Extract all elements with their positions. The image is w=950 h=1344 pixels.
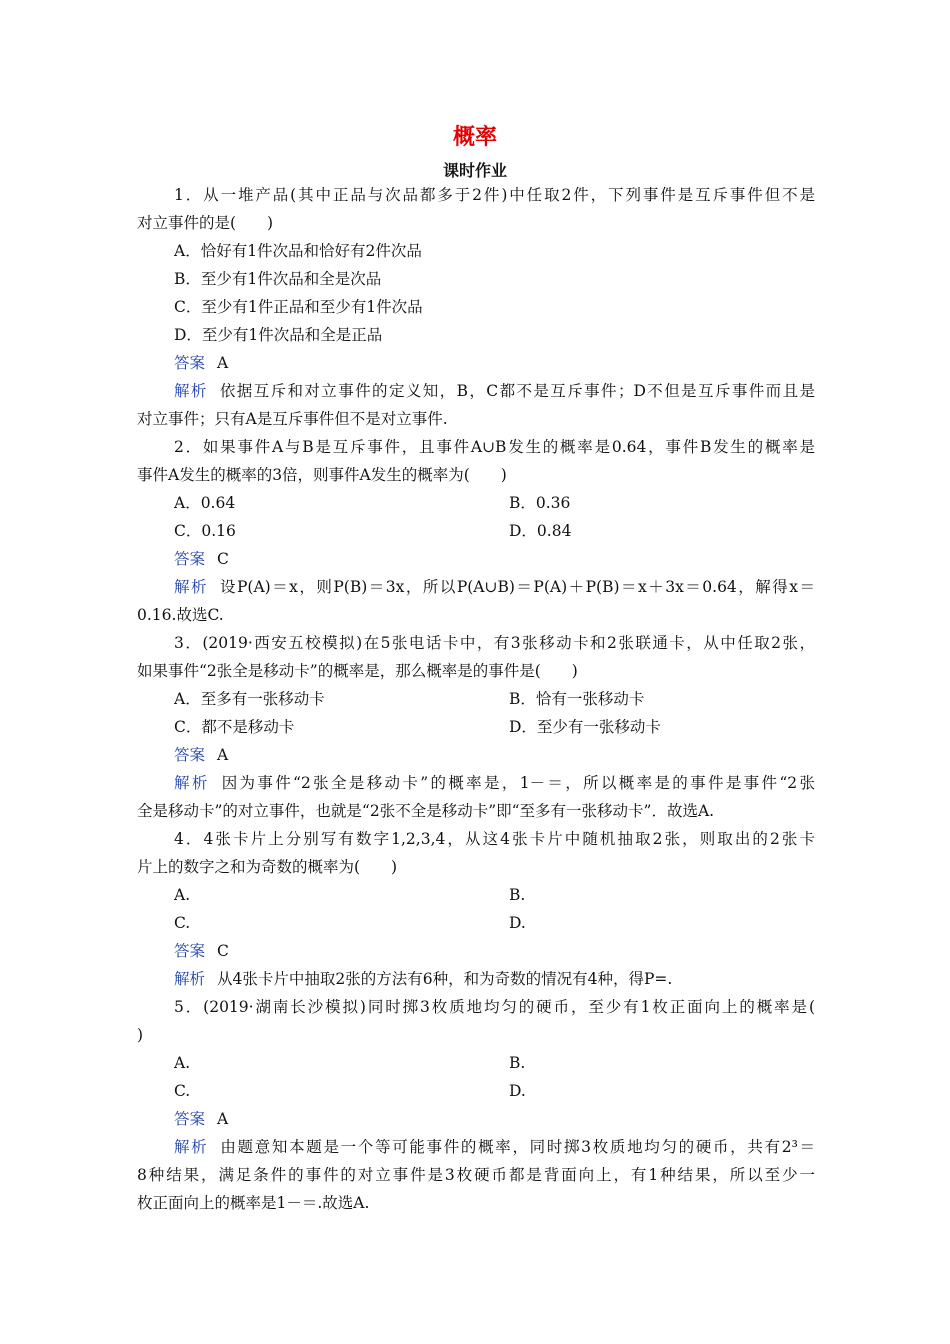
q1-analysis-line2: 对立事件；只有A是互斥事件但不是对立事件. xyxy=(137,410,448,428)
q3-option-b: B．恰有一张移动卡 xyxy=(509,690,645,708)
q2-stem-line1: 2．如果事件A与B是互斥事件，且事件A∪B发生的概率是0.64，事件B发生的概率是 xyxy=(174,438,815,456)
q1-answer xyxy=(137,349,815,377)
q5-stem-line1: 5．(2019·湖南长沙模拟)同时掷3枚质地均匀的硬币，至少有1枚正面向上的概率是( xyxy=(174,998,815,1016)
q2-stem-line2: 事件A发生的概率的3倍，则事件A发生的概率为( ) xyxy=(137,466,507,484)
q3-stem-line2: 如果事件“2张全是移动卡”的概率是，那么概率是的事件是( ) xyxy=(137,662,578,680)
q3-stem-line1: 3．(2019·西安五校模拟)在5张电话卡中，有3张移动卡和2张联通卡，从中任取2张， xyxy=(174,634,815,652)
q4-stem-line2: 片上的数字之和为奇数的概率为( ) xyxy=(137,858,398,876)
analysis-label: 解析 xyxy=(174,970,206,988)
q5-option-b: B. xyxy=(509,1054,526,1072)
q5-analysis-line3: 枚正面向上的概率是1－＝.故选A. xyxy=(137,1194,370,1212)
q3-option-a: A．至多有一张移动卡 xyxy=(174,690,325,708)
q4-options-row2 xyxy=(137,909,815,937)
q2-option-d: D．0.84 xyxy=(509,522,572,540)
q3-answer xyxy=(137,741,815,769)
q5-stem-line2: ) xyxy=(137,1026,144,1044)
q3-option-d: D．至少有一张移动卡 xyxy=(509,718,661,736)
page-subtitle: 课时作业 xyxy=(442,161,507,180)
q5-answer xyxy=(137,1105,815,1133)
q5-option-a: A. xyxy=(174,1054,191,1072)
answer-label: 答案 xyxy=(174,942,206,960)
q2-answer-value: C xyxy=(217,550,229,568)
q1-option-b: B．至少有1件次品和全是次品 xyxy=(174,270,382,288)
q2-option-a: A．0.64 xyxy=(174,494,236,512)
q2-analysis-line2: 0.16.故选C. xyxy=(137,606,224,624)
q1-stem-line1: 1．从一堆产品(其中正品与次品都多于2件)中任取2件，下列事件是互斥事件但不是 xyxy=(174,186,815,204)
analysis-label: 解析 xyxy=(174,1138,209,1156)
q5-option-c: C. xyxy=(174,1082,191,1100)
q1-stem-line2: 对立事件的是( ) xyxy=(137,214,274,232)
q2-option-b: B．0.36 xyxy=(509,494,571,512)
page-title: 概率 xyxy=(452,125,497,150)
q3-analysis-line1: 解析 因为事件“2张全是移动卡”的概率是，1－＝，所以概率是的事件是事件“2张 xyxy=(174,774,815,792)
q2-answer xyxy=(137,545,815,573)
q4-analysis-line1: 解析 从4张卡片中抽取2张的方法有6种，和为奇数的情况有4种，得P=. xyxy=(174,970,673,988)
answer-label: 答案 xyxy=(174,746,206,764)
q5-analysis-line2: 8种结果，满足条件的事件的对立事件是3枚硬币都是背面向上，有1种结果，所以至少一 xyxy=(137,1166,815,1184)
q5-option-d: D. xyxy=(509,1082,526,1100)
q2-options-row1 xyxy=(137,489,815,517)
q5-analysis-line1: 解析 由题意知本题是一个等可能事件的概率，同时掷3枚质地均匀的硬币，共有2³＝ xyxy=(174,1138,815,1156)
q5-answer-value: A xyxy=(217,1110,229,1128)
answer-label: 答案 xyxy=(174,1110,206,1128)
q2-options-row2 xyxy=(137,517,815,545)
q1-option-d: D．至少有1件次品和全是正品 xyxy=(174,326,383,344)
q5-options-row2 xyxy=(137,1077,815,1105)
answer-label: 答案 xyxy=(174,354,206,372)
q3-options-row2 xyxy=(137,713,815,741)
q4-option-b: B. xyxy=(509,886,526,904)
q4-option-a: A. xyxy=(174,886,191,904)
q3-option-c: C．都不是移动卡 xyxy=(174,718,295,736)
q3-answer-value: A xyxy=(217,746,229,764)
q4-options-row1 xyxy=(137,881,815,909)
analysis-label: 解析 xyxy=(174,382,208,400)
q3-analysis-line2: 全是移动卡”的对立事件，也就是“2张不全是移动卡”即“至多有一张移动卡”．故选A. xyxy=(137,802,715,820)
q4-answer xyxy=(137,937,815,965)
q1-analysis-line1: 解析 依据互斥和对立事件的定义知，B，C都不是互斥事件；D不但是互斥事件而且是 xyxy=(174,382,815,400)
question-list xyxy=(137,181,815,1217)
q1-option-a: A．恰好有1件次品和恰好有2件次品 xyxy=(174,242,422,260)
q4-option-d: D. xyxy=(509,914,526,932)
answer-label: 答案 xyxy=(174,550,206,568)
q1-option-c: C．至少有1件正品和至少有1件次品 xyxy=(174,298,423,316)
analysis-label: 解析 xyxy=(174,578,208,596)
q4-stem-line1: 4．4张卡片上分别写有数字1,2,3,4，从这4张卡片中随机抽取2张，则取出的2张卡 xyxy=(174,830,815,848)
q5-options-row1 xyxy=(137,1049,815,1077)
q2-option-c: C．0.16 xyxy=(174,522,236,540)
q4-answer-value: C xyxy=(217,942,229,960)
q4-option-c: C. xyxy=(174,914,191,932)
q1-answer-value: A xyxy=(217,354,229,372)
q3-options-row1 xyxy=(137,685,815,713)
analysis-label: 解析 xyxy=(174,774,210,792)
q2-analysis-line1: 解析 设P(A)＝x，则P(B)＝3x，所以P(A∪B)＝P(A)＋P(B)＝x＋3x＝0.64，解得x＝ xyxy=(174,578,815,596)
